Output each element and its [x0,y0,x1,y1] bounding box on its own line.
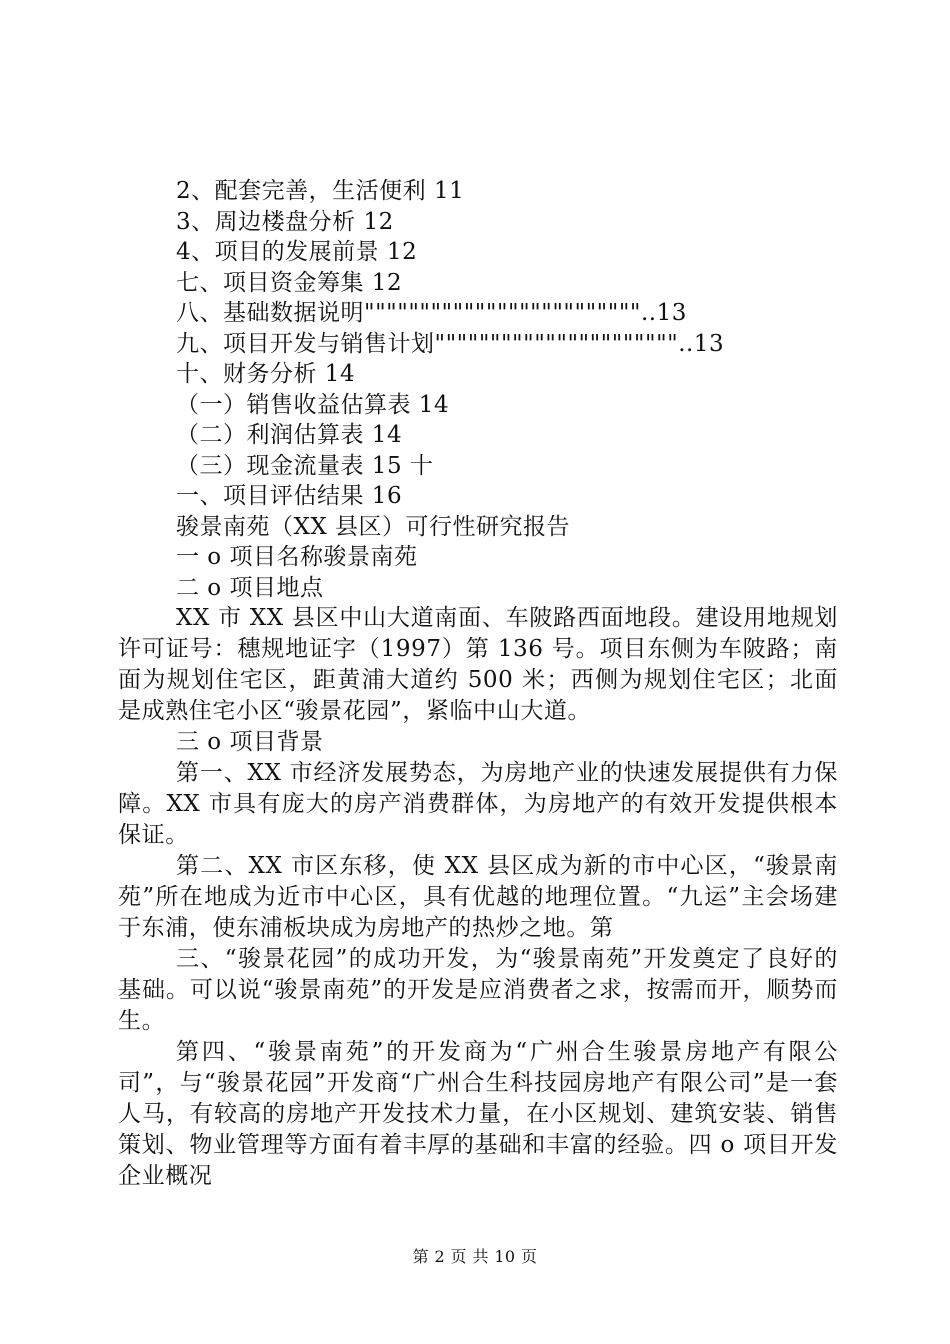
section-heading: 一 o 项目名称骏景南苑 [176,544,418,570]
toc-entry: 八、基础数据说明"""""""""""""""""""""""""..13 [176,300,687,326]
body-paragraph: 第四、“骏景南苑”的开发商为“广州合生骏景房地产有限公司”，与“骏景花园”开发商“广州合生科技园房地产有限公司”是一套人马，有较高的房地产开发技术力量，在小区规划、建筑安装、销售策划、物业管理等方面有着丰厚的基础和丰富的经验。四 o 项目开发企业概况 [118,1038,838,1189]
toc-entry: （三）现金流量表 15 十 [176,452,434,479]
body-paragraph: 第二、XX 市区东移，使 XX 县区成为新的市中心区，“骏景南苑”所在地成为近市中心区，具有优越的地理位置。“九运”主会场建于东浦，使东浦板块成为房地产的热炒之地。第 [118,852,838,941]
page-footer: 第 2 页 共 10 页 [412,1247,538,1266]
toc-entry: 4、项目的发展前景 12 [176,239,418,265]
toc-entry: 3、周边楼盘分析 12 [176,208,394,235]
body-paragraph: 三、“骏景花园”的成功开发，为“骏景南苑”开发奠定了良好的基础。可以说“骏景南苑”的开发是应消费者之求，按需而开，顺势而生。 [118,945,838,1034]
document-body [118,176,838,1192]
toc-entry: 九、项目开发与销售计划""""""""""""""""""""""..13 [176,330,725,357]
toc-entry: （二）利润估算表 14 [176,422,403,448]
body-paragraph: 第一、XX 市经济发展势态，为房地产业的快速发展提供有力保障。XX 市具有庞大的房产消费群体，为房地产的有效开发提供根本保证。 [118,759,838,848]
table-of-contents [118,176,838,512]
toc-entry: 一、项目评估结果 16 [176,483,403,509]
section-heading: 三 o 项目背景 [176,729,324,755]
toc-entry: 2、配套完善，生活便利 11 [176,178,465,204]
toc-entry: 十、财务分析 14 [176,361,356,387]
section-heading: 二 o 项目地点 [176,574,324,601]
toc-entry: 七、项目资金筹集 12 [176,269,403,296]
toc-entry: （一）销售收益估算表 14 [176,391,450,418]
report-title: 骏景南苑（XX 县区）可行性研究报告 [176,513,571,540]
body-paragraph: XX 市 XX 县区中山大道南面、车陂路西面地段。建设用地规划许可证号：穗规地证字（1997）第 136 号。项目东侧为车陂路；南面为规划住宅区，距黄浦大道约 500 米；西侧为规划住宅区；北面是成熟住宅小区“骏景花园”，紧临中山大道。 [118,605,838,724]
